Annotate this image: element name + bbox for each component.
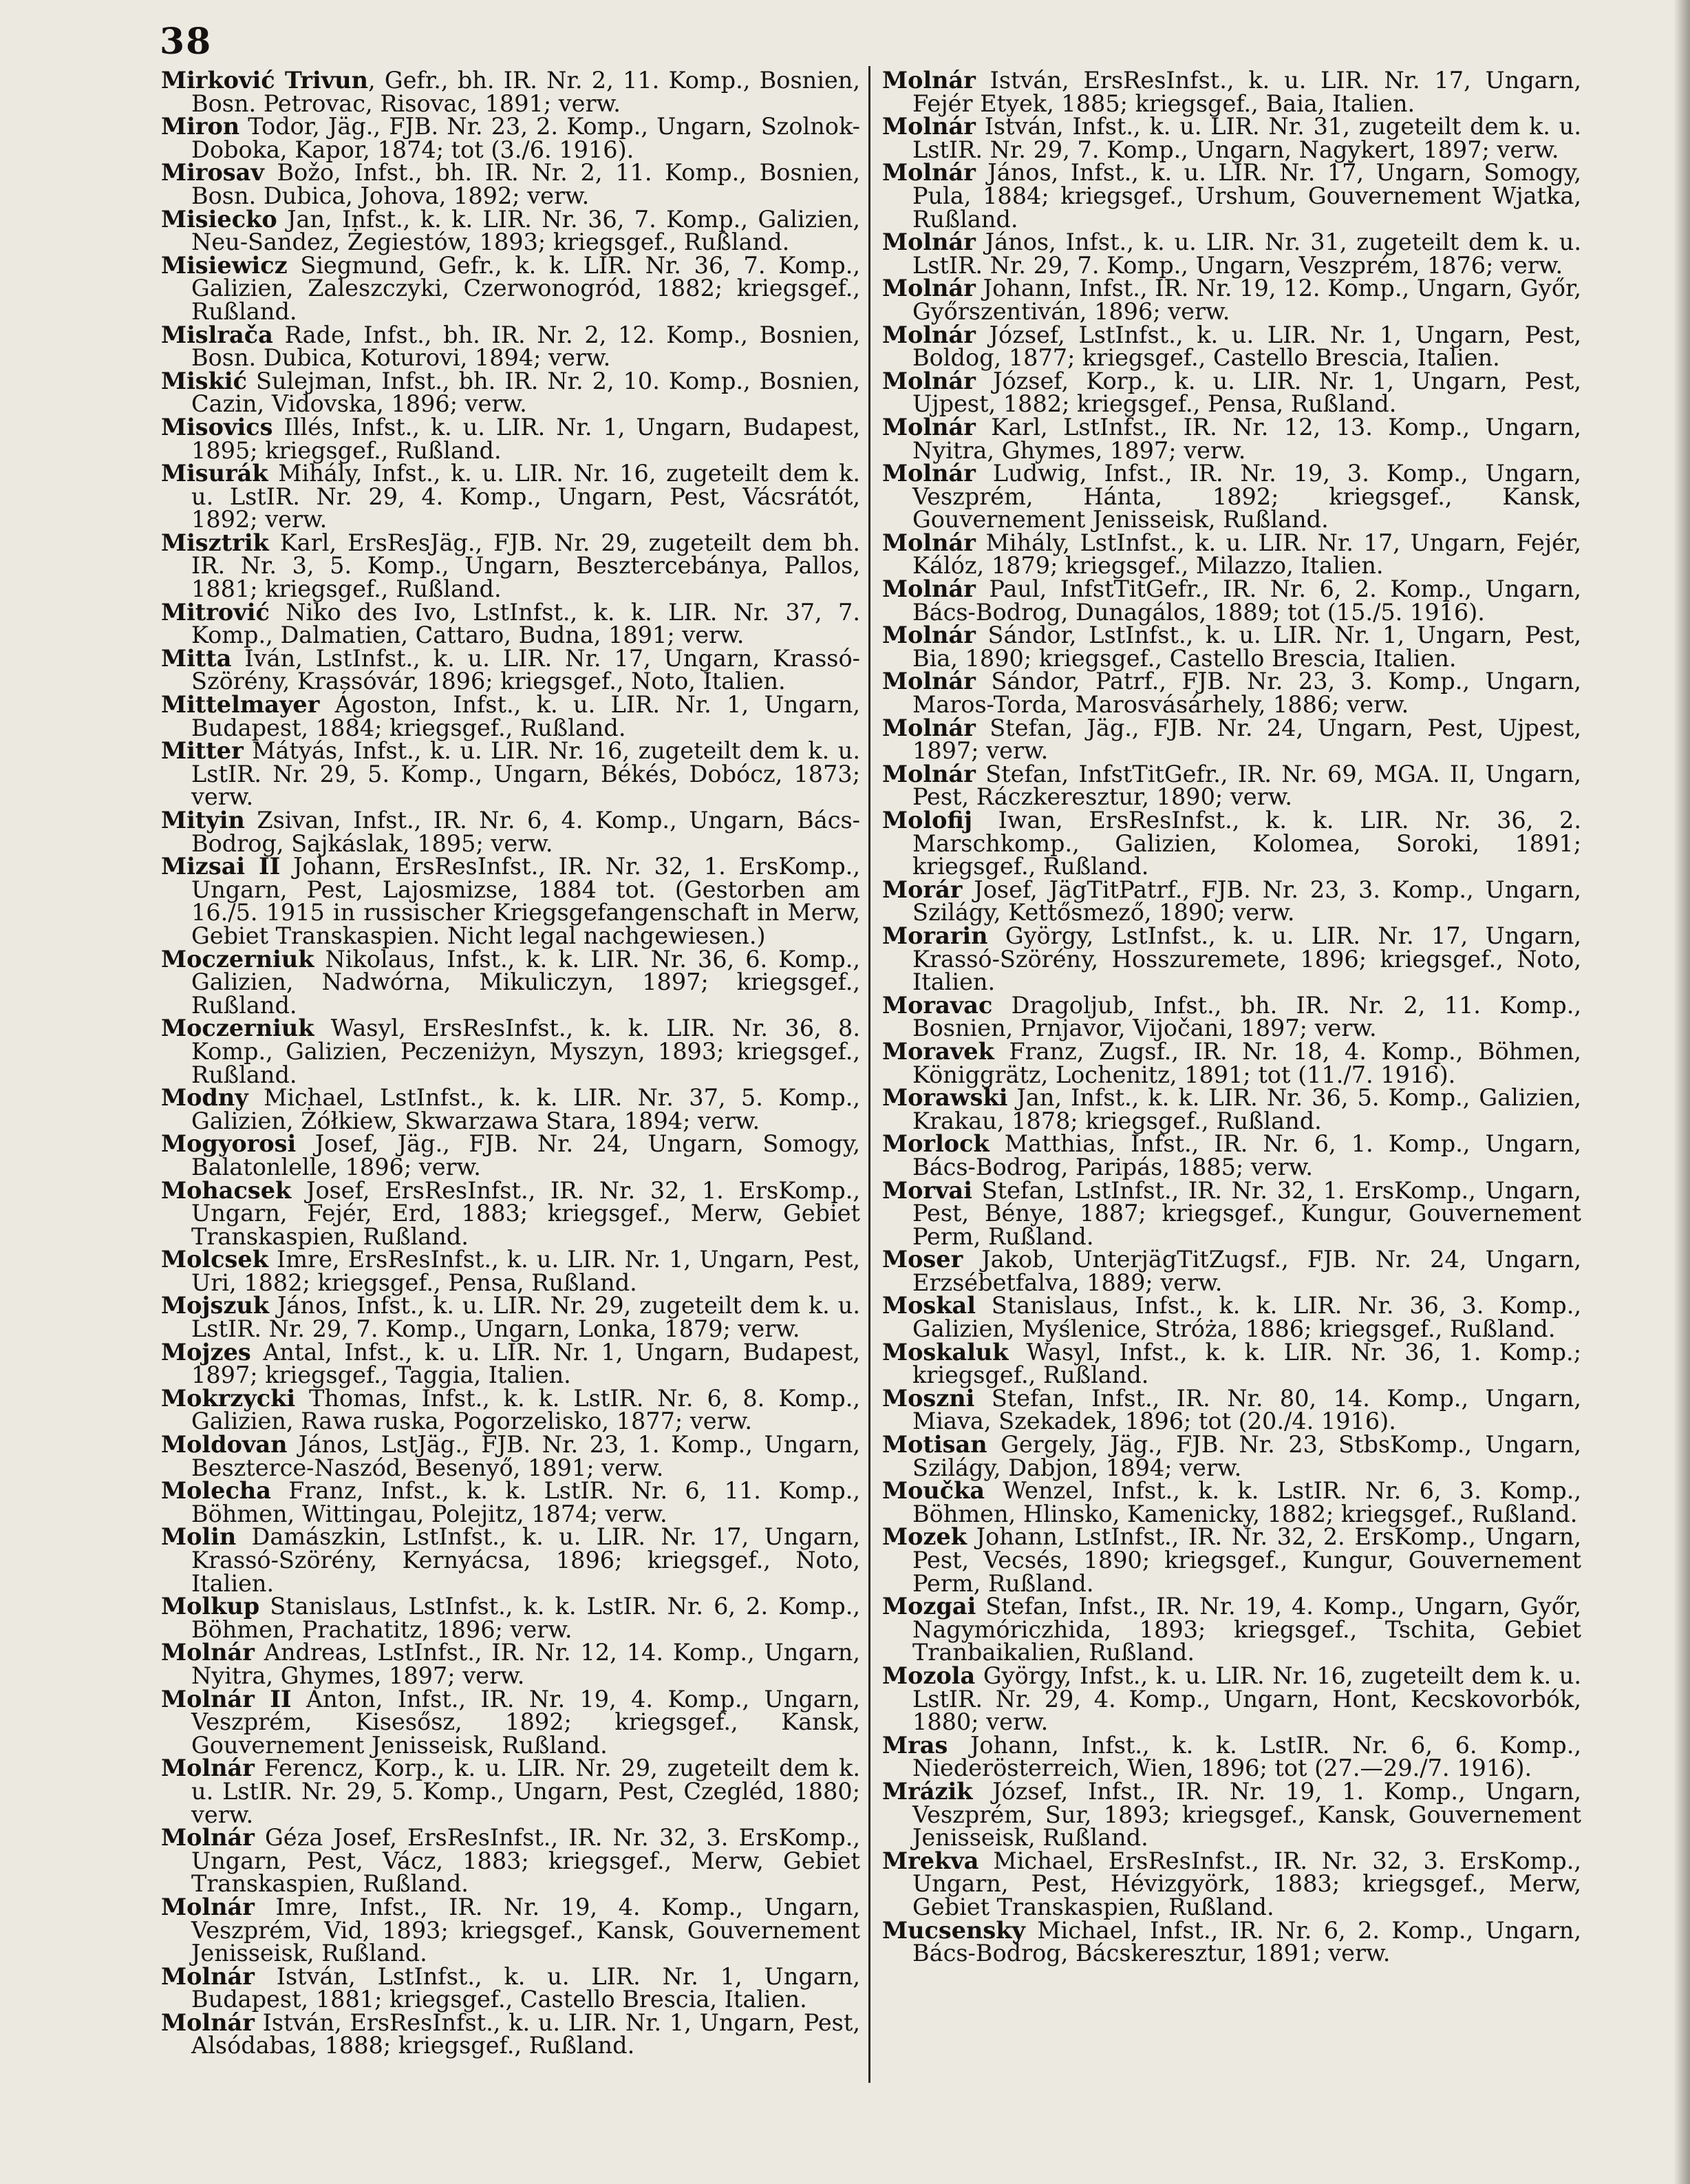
register-entry <box>882 277 1581 323</box>
entry-details: Johann, Infst., k. k. LstIR. Nr. 6, 6. Komp., Niederösterreich, Wien, 1896; tot (27.—29./7. 1916). <box>912 1731 1581 1782</box>
left-column <box>161 69 860 2106</box>
register-entry <box>161 1433 860 1479</box>
entry-surname: Mozola <box>882 1662 976 1689</box>
entry-surname: Molnár <box>882 321 976 348</box>
entry-details: János, Infst., k. u. LIR. Nr. 31, zugeteilt dem k. u. LstIR. Nr. 29, 7. Komp., Ungarn, Veszprém, 1876; verw. <box>912 229 1581 279</box>
register-entry <box>882 161 1581 231</box>
entry-details: József, Infst., IR. Nr. 19, 1. Komp., Ungarn, Veszprém, Sur, 1893; kriegsgef., Kansk, Gouvernement Jenisseisk, Rußland. <box>912 1777 1581 1852</box>
entry-details: Iván, LstInfst., k. u. LIR. Nr. 17, Ungarn, Krassó-Szörény, Krassóvár, 1896; kriegsgef., Noto, Italien. <box>191 644 860 695</box>
entry-surname: Mojszuk <box>161 1292 269 1319</box>
entry-surname: Molecha <box>161 1477 271 1505</box>
entry-surname: Mirosav <box>161 159 264 187</box>
column-divider <box>868 66 870 2083</box>
entry-details: Stanislaus, LstInfst., k. k. LstIR. Nr. 6, 2. Komp., Böhmen, Prachatitz, 1896; verw. <box>191 1593 860 1643</box>
register-entry <box>161 1176 860 1250</box>
entry-surname: Misztrik <box>161 529 269 556</box>
register-entry <box>882 1731 1581 1782</box>
register-entry <box>161 693 860 739</box>
entry-details: Géza Josef, ErsResInfst., IR. Nr. 32, 3. ErsKomp., Ungarn, Pest, Vácz, 1883; kriegsgef., Merw, Gebiet Transkaspien, Rußland. <box>191 1824 860 1898</box>
entry-surname: Mojzes <box>161 1338 251 1366</box>
entry-details: Michael, LstInfst., k. k. LIR. Nr. 37, 5. Komp., Galizien, Żółkiew, Skwarzawa Stara, 1894; verw. <box>191 1084 860 1134</box>
entry-surname: Molnár <box>882 159 976 187</box>
entry-details: Wenzel, Infst., k. k. LstIR. Nr. 6, 3. Komp., Böhmen, Hlinsko, Kamenicky, 1882; kriegsgef., Rußland. <box>912 1477 1581 1527</box>
entry-details: Sulejman, Infst., bh. IR. Nr. 2, 10. Komp., Bosnien, Cazin, Vidovska, 1896; verw. <box>191 367 860 418</box>
register-entry <box>161 321 860 372</box>
register-entry <box>882 1849 1581 1919</box>
entry-details: Wasyl, ErsResInfst., k. k. LIR. Nr. 36, 8. Komp., Galizien, Peczeniżyn, Myszyn, 1893; kriegsgef., Rußland. <box>191 1015 860 1088</box>
entry-surname: Moskal <box>882 1292 976 1319</box>
entry-details: Stefan, LstInfst., IR. Nr. 32, 1. ErsKomp., Ungarn, Pest, Bénye, 1887; kriegsgef., Kungur, Gouvernement Perm, Rußland. <box>912 1176 1581 1250</box>
register-entry <box>882 991 1581 1042</box>
register-entry <box>161 945 860 1019</box>
register-entry <box>882 809 1581 878</box>
entry-surname: Mittelmayer <box>161 691 320 719</box>
register-entry <box>161 462 860 531</box>
register-entry <box>161 1086 860 1132</box>
entry-surname: Molnár <box>882 113 976 140</box>
entry-details: Stefan, Infst., IR. Nr. 19, 4. Komp., Ungarn, Győr, Nagymóriczhida, 1893; kriegsgef., Tschita, Gebiet Tranbaikalien, Rußland. <box>912 1593 1581 1666</box>
entry-surname: Molnár <box>161 1639 255 1666</box>
entry-details: Imre, ErsResInfst., k. u. LIR. Nr. 1, Ungarn, Pest, Uri, 1882; kriegsgef., Pensa, Rußland. <box>191 1246 860 1296</box>
entry-surname: Mitter <box>161 737 244 765</box>
register-entry <box>161 1685 860 1759</box>
register-entry <box>882 69 1581 115</box>
entry-surname: Morvai <box>882 1176 972 1204</box>
entry-surname: Molnár <box>161 1893 255 1920</box>
entry-surname: Mirković Trivun <box>161 69 368 94</box>
entry-surname: Moravek <box>882 1037 994 1065</box>
entry-surname: Molnár <box>882 229 976 256</box>
entry-details: István, ErsResInfst., k. u. LIR. Nr. 1, Ungarn, Pest, Alsódabas, 1888; kriegsgef., Rußland. <box>191 2008 860 2059</box>
register-entry <box>882 1292 1581 1343</box>
entry-details: Josef, Jäg., FJB. Nr. 24, Ungarn, Somogy, Balatonlelle, 1896; verw. <box>191 1130 860 1180</box>
entry-details: Josef, ErsResInfst., IR. Nr. 32, 1. ErsKomp., Ungarn, Fejér, Erd, 1883; kriegsgef., Merw, Gebiet Transkaspien, Rußland. <box>191 1176 860 1250</box>
entry-details: János, Infst., k. u. LIR. Nr. 17, Ungarn, Somogy, Pula, 1884; kriegsgef., Urshum, Gouvernement Wjatka, Rußland. <box>912 159 1581 233</box>
entry-details: Johann, ErsResInfst., IR. Nr. 32, 1. ErsKomp., Ungarn, Pest, Lajosmizse, 1884 tot. (Gestorben am 16./5. 1915 in russischer Kriegsgefangenschaft in Merw, Gebiet Transkaspien. Nicht legal nachgewiesen.) <box>191 853 860 949</box>
entry-surname: Molnár <box>161 1754 255 1782</box>
register-entry <box>882 529 1581 580</box>
entry-details: Michael, ErsResInfst., IR. Nr. 32, 3. ErsKomp., Ungarn, Pest, Hévizgyörk, 1883; kriegsgef., Merw, Gebiet Transkaspien, Rußland. <box>912 1847 1581 1920</box>
register-entry <box>161 413 860 464</box>
register-entry <box>161 367 860 418</box>
entry-surname: Mokrzycki <box>161 1384 296 1412</box>
register-entry <box>882 760 1581 811</box>
entry-surname: Mohacsek <box>161 1176 292 1204</box>
entry-details: István, ErsResInfst., k. u. LIR. Nr. 17, Ungarn, Fejér Etyek, 1885; kriegsgef., Baia, Italien. <box>912 69 1581 117</box>
entry-details: Jakob, UnterjägTitZugsf., FJB. Nr. 24, Ungarn, Erzsébetfalva, 1889; verw. <box>912 1246 1581 1296</box>
entry-surname: Mozgai <box>882 1593 976 1620</box>
entry-details: Franz, Infst., k. k. LstIR. Nr. 6, 11. Komp., Böhmen, Wittingau, Polejitz, 1874; verw. <box>191 1477 860 1527</box>
entry-surname: Moczerniuk <box>161 945 314 973</box>
entry-surname: Mitta <box>161 644 232 672</box>
register-entry <box>161 251 860 325</box>
entry-surname: Molnár <box>882 668 976 695</box>
entry-details: István, LstInfst., k. u. LIR. Nr. 1, Ungarn, Budapest, 1881; kriegsgef., Castello Brescia, Italien. <box>191 1962 860 2013</box>
entry-surname: Mrekva <box>882 1847 979 1874</box>
register-entry <box>161 1525 860 1595</box>
entry-surname: Moldovan <box>161 1431 288 1459</box>
entry-details: Božo, Infst., bh. IR. Nr. 2, 11. Komp., Bosnien, Bosn. Dubica, Johova, 1892; verw. <box>191 159 860 209</box>
entry-details: Johann, LstInfst., IR. Nr. 32, 2. ErsKomp., Ungarn, Pest, Vecsés, 1890; kriegsgef., Kungur, Gouvernement Perm, Rußland. <box>912 1523 1581 1597</box>
entry-surname: Moczerniuk <box>161 1015 314 1042</box>
entry-details: György, LstInfst., k. u. LIR. Nr. 17, Ungarn, Krassó-Szörény, Hosszuremete, 1896; kriegsgef., Noto, Italien. <box>912 922 1581 996</box>
entry-surname: Molofij <box>882 807 972 834</box>
entry-surname: Molcsek <box>161 1246 268 1273</box>
register-entry <box>882 321 1581 372</box>
entry-details: István, Infst., k. u. LIR. Nr. 31, zugeteilt dem k. u. LstIR. Nr. 29, 7. Komp., Ungarn, Nagykert, 1897; verw. <box>912 113 1581 163</box>
entry-surname: Moučka <box>882 1477 985 1505</box>
entry-surname: Molnár <box>161 1962 255 1990</box>
register-entry <box>882 115 1581 161</box>
register-entry <box>161 1384 860 1435</box>
entry-details: Sándor, LstInfst., k. u. LIR. Nr. 1, Ungarn, Pest, Bia, 1890; kriegsgef., Castello Brescia, Italien. <box>912 622 1581 672</box>
entry-details: Anton, Infst., IR. Nr. 19, 4. Komp., Ungarn, Veszprém, Kisesősz, 1892; kriegsgef., Kansk, Gouvernement Jenisseisk, Rußland. <box>191 1685 860 1759</box>
entry-surname: Mizsai II <box>161 853 281 880</box>
register-entry <box>161 1292 860 1343</box>
right-column <box>882 69 1581 2106</box>
entry-surname: Moravac <box>882 991 993 1019</box>
register-entry <box>882 624 1581 670</box>
register-entry <box>161 1017 860 1086</box>
entry-details: Rade, Infst., bh. IR. Nr. 2, 12. Komp., Bosnien, Bosn. Dubica, Koturovi, 1894; verw. <box>191 321 860 372</box>
register-entry <box>882 1248 1581 1294</box>
entry-details: János, LstJäg., FJB. Nr. 23, 1. Komp., Ungarn, Beszterce-Naszód, Besenyő, 1891; verw. <box>191 1431 860 1481</box>
entry-details: Stefan, Infst., IR. Nr. 80, 14. Komp., Ungarn, Miava, Szekadek, 1896; tot (20./4. 1916). <box>912 1384 1581 1435</box>
entry-details: Sándor, Patrf., FJB. Nr. 23, 3. Komp., Ungarn, Maros-Torda, Marosvásárhely, 1886; verw. <box>912 668 1581 719</box>
entry-details: , Gefr., bh. IR. Nr. 2, 11. Komp., Bosnien, Bosn. Petrovac, Risovac, 1891; verw. <box>191 69 860 117</box>
register-entry <box>882 1086 1581 1132</box>
register-entry <box>161 2008 860 2059</box>
entry-details: Mátyás, Infst., k. u. LIR. Nr. 16, zugeteilt dem k. u. LstIR. Nr. 29, 5. Komp., Ungarn, Békés, Dobócz, 1873; verw. <box>191 737 860 811</box>
entry-details: Todor, Jäg., FJB. Nr. 23, 2. Komp., Ungarn, Szolnok-Doboka, Kapor, 1874; tot (3./6. 1916). <box>191 113 860 163</box>
entry-details: Ferencz, Korp., k. u. LIR. Nr. 29, zugeteilt dem k. u. LstIR. Nr. 29, 5. Komp., Ungarn, Pest, Czegléd, 1880; verw. <box>191 1754 860 1828</box>
entry-surname: Molnár <box>882 760 976 787</box>
register-entry <box>161 598 860 649</box>
register-entry <box>161 115 860 161</box>
entry-details: Thomas, Infst., k. k. LstIR. Nr. 6, 8. Komp., Galizien, Rawa ruska, Pogorzelisko, 1877; verw. <box>191 1384 860 1435</box>
register-entry <box>882 1384 1581 1435</box>
entry-surname: Mityin <box>161 807 245 834</box>
register-entry <box>882 231 1581 277</box>
register-entry <box>161 1132 860 1178</box>
register-entry <box>882 413 1581 464</box>
register-entry <box>882 1664 1581 1734</box>
page-number: 38 <box>160 21 213 63</box>
entry-surname: Misiecko <box>161 205 277 233</box>
entry-details: Damászkin, LstInfst., k. u. LIR. Nr. 17, Ungarn, Krassó-Szörény, Kernyácsa, 1896; kriegsgef., Noto, Italien. <box>191 1523 860 1597</box>
entry-details: Josef, JägTitPatrf., FJB. Nr. 23, 3. Komp., Ungarn, Szilágy, Kettősmező, 1890; verw. <box>912 876 1581 926</box>
entry-surname: Molin <box>161 1523 237 1551</box>
register-entry <box>161 161 860 207</box>
entry-surname: Molnár <box>882 529 976 556</box>
entry-details: Karl, ErsResJäg., FJB. Nr. 29, zugeteilt dem bh. IR. Nr. 3, 5. Komp., Ungarn, Besztercebánya, Pallos, 1881; kriegsgef., Rußland. <box>191 529 860 603</box>
page-edge-shadow <box>1673 0 1690 2184</box>
register-entry <box>161 1962 860 2013</box>
register-entry <box>161 1641 860 1687</box>
entry-details: Antal, Infst., k. u. LIR. Nr. 1, Ungarn, Budapest, 1897; kriegsgef., Taggia, Italien. <box>191 1338 860 1389</box>
entry-details: Karl, LstInfst., IR. Nr. 12, 13. Komp., Ungarn, Nyitra, Ghymes, 1897; verw. <box>912 413 1581 464</box>
entry-surname: Morlock <box>882 1130 990 1158</box>
entry-surname: Molnár <box>882 413 976 441</box>
register-entry <box>882 1338 1581 1389</box>
entry-details: Ludwig, Infst., IR. Nr. 19, 3. Komp., Ungarn, Veszprém, Hánta, 1892; kriegsgef., Kansk, Gouvernement Jenisseisk, Rußland. <box>912 460 1581 533</box>
entry-surname: Morár <box>882 876 963 903</box>
entry-surname: Mrázik <box>882 1777 973 1805</box>
entry-surname: Miron <box>161 113 240 140</box>
entry-details: Siegmund, Gefr., k. k. LIR. Nr. 36, 7. Komp., Galizien, Zaleszczyki, Czerwonogród, 1882; kriegsgef., Rußland. <box>191 251 860 325</box>
entry-surname: Molnár <box>882 714 976 741</box>
entry-surname: Morarin <box>882 922 988 949</box>
register-entry <box>882 462 1581 531</box>
register-entry <box>882 668 1581 719</box>
entry-surname: Mozek <box>882 1523 967 1551</box>
register-entry <box>161 1338 860 1389</box>
entry-surname: Mucsensky <box>882 1916 1025 1944</box>
entry-surname: Molnár II <box>161 1685 292 1713</box>
entry-surname: Mislrača <box>161 321 273 348</box>
entry-surname: Miskić <box>161 367 248 394</box>
register-entry <box>882 1176 1581 1250</box>
entry-surname: Molnár <box>161 1824 255 1852</box>
entry-details: Franz, Zugsf., IR. Nr. 18, 4. Komp., Böhmen, Königgrätz, Lochenitz, 1891; tot (11./7. 1916). <box>912 1037 1581 1088</box>
register-entry <box>882 1479 1581 1525</box>
entry-details: Dragoljub, Infst., bh. IR. Nr. 2, 11. Komp., Bosnien, Prnjavor, Vijočani, 1897; verw. <box>912 991 1581 1042</box>
register-entry <box>882 367 1581 418</box>
register-entry <box>161 644 860 695</box>
entry-surname: Moser <box>882 1246 963 1273</box>
entry-surname: Misovics <box>161 413 273 441</box>
entry-details: Ágoston, Infst., k. u. LIR. Nr. 1, Ungarn, Budapest, 1884; kriegsgef., Rußland. <box>191 691 860 741</box>
entry-details: Stanislaus, Infst., k. k. LIR. Nr. 36, 3. Komp., Galizien, Myślenice, Stróża, 1886; kriegsgef., Rußland. <box>912 1292 1581 1343</box>
entry-details: Jan, Infst., k. k. LIR. Nr. 36, 5. Komp., Galizien, Krakau, 1878; kriegsgef., Rußland. <box>912 1084 1581 1134</box>
entry-surname: Molnár <box>882 275 976 302</box>
entry-details: Andreas, LstInfst., IR. Nr. 12, 14. Komp., Ungarn, Nyitra, Ghymes, 1897; verw. <box>191 1639 860 1689</box>
entry-surname: Molnár <box>882 460 976 487</box>
entry-surname: Molnár <box>882 69 976 94</box>
register-entry <box>882 1916 1581 1967</box>
register-entry <box>161 1754 860 1828</box>
entry-surname: Motisan <box>882 1431 987 1459</box>
entry-details: Zsivan, Infst., IR. Nr. 6, 4. Komp., Ungarn, Bács-Bodrog, Sajkáslak, 1895; verw. <box>191 807 860 857</box>
entry-surname: Mogyorosi <box>161 1130 297 1158</box>
entry-surname: Modny <box>161 1084 248 1112</box>
entry-details: Imre, Infst., IR. Nr. 19, 4. Komp., Ungarn, Veszprém, Vid, 1893; kriegsgef., Kansk, Gouvernement Jenisseisk, Rußland. <box>191 1893 860 1967</box>
entry-details: Johann, Infst., IR. Nr. 19, 12. Komp., Ungarn, Győr, Győrszentiván, 1896; verw. <box>912 275 1581 325</box>
entry-surname: Molnár <box>882 575 976 603</box>
entry-details: Paul, InfstTitGefr., IR. Nr. 6, 2. Komp., Ungarn, Bács-Bodrog, Dunagálos, 1889; tot (15./5. 1916). <box>912 575 1581 626</box>
entry-details: Stefan, Jäg., FJB. Nr. 24, Ungarn, Pest, Ujpest, 1897; verw. <box>912 714 1581 765</box>
entry-details: Jan, Infst., k. k. LIR. Nr. 36, 7. Komp., Galizien, Neu-Sandez, Żegiestów, 1893; kriegsgef., Rußland. <box>191 205 860 256</box>
entry-surname: Molnár <box>161 2008 255 2036</box>
register-entry <box>161 1826 860 1896</box>
register-entry <box>882 1037 1581 1088</box>
entry-details: József, LstInfst., k. u. LIR. Nr. 1, Ungarn, Pest, Boldog, 1877; kriegsgef., Castello Brescia, Italien. <box>912 321 1581 372</box>
entry-surname: Misurák <box>161 460 268 487</box>
entry-surname: Mras <box>882 1731 948 1759</box>
entry-details: József, Korp., k. u. LIR. Nr. 1, Ungarn, Pest, Ujpest, 1882; kriegsgef., Pensa, Rußland. <box>912 367 1581 418</box>
register-entry <box>882 924 1581 994</box>
entry-details: Niko des Ivo, LstInfst., k. k. LIR. Nr. 37, 7. Komp., Dalmatien, Cattaro, Budna, 1891; verw. <box>191 598 860 649</box>
register-entry <box>882 1132 1581 1178</box>
entry-details: Iwan, ErsResInfst., k. k. LIR. Nr. 36, 2. Marschkomp., Galizien, Kolomea, Soroki, 1891; kriegsgef., Rußland. <box>912 807 1581 880</box>
register-entry <box>882 577 1581 624</box>
entry-surname: Molkup <box>161 1593 260 1620</box>
register-entry <box>882 1433 1581 1479</box>
entry-surname: Molnár <box>882 622 976 649</box>
entry-surname: Moszni <box>882 1384 975 1412</box>
register-entry <box>882 1595 1581 1664</box>
entry-details: Wasyl, Infst., k. k. LIR. Nr. 36, 1. Komp.; kriegsgef., Rußland. <box>912 1338 1581 1389</box>
register-entry <box>882 1525 1581 1595</box>
entry-details: Stefan, InfstTitGefr., IR. Nr. 69, MGA. II, Ungarn, Pest, Ráczkeresztur, 1890; verw. <box>912 760 1581 811</box>
register-entry <box>161 1595 860 1641</box>
entry-surname: Morawski <box>882 1084 1008 1112</box>
entry-surname: Misiewicz <box>161 251 288 279</box>
register-entry <box>161 1893 860 1967</box>
entry-details: Mihály, Infst., k. u. LIR. Nr. 16, zugeteilt dem k. u. LstIR. Nr. 29, 4. Komp., Ungarn, Pest, Vácsrátót, 1892; verw. <box>191 460 860 533</box>
entry-details: Matthias, Infst., IR. Nr. 6, 1. Komp., Ungarn, Bács-Bodrog, Paripás, 1885; verw. <box>912 1130 1581 1180</box>
register-entry <box>882 1777 1581 1852</box>
entry-details: János, Infst., k. u. LIR. Nr. 29, zugeteilt dem k. u. LstIR. Nr. 29, 7. Komp., Ungarn, Lonka, 1879; verw. <box>191 1292 860 1343</box>
register-entry <box>882 714 1581 765</box>
entry-details: Nikolaus, Infst., k. k. LIR. Nr. 36, 6. Komp., Galizien, Nadwórna, Mikuliczyn, 1897; kriegsgef., Rußland. <box>191 945 860 1019</box>
entry-surname: Molnár <box>882 367 976 394</box>
entry-details: Mihály, LstInfst., k. u. LIR. Nr. 17, Ungarn, Fejér, Kálóz, 1879; kriegsgef., Milazzo, Italien. <box>912 529 1581 580</box>
register-entry <box>882 878 1581 924</box>
register-entry <box>161 1479 860 1525</box>
register-entry <box>161 531 860 601</box>
register-entry <box>161 205 860 256</box>
register-entry <box>161 809 860 855</box>
register-entry <box>161 855 860 947</box>
register-entry <box>161 69 860 115</box>
entry-surname: Mitrović <box>161 598 270 626</box>
entry-details: Michael, Infst., IR. Nr. 6, 2. Komp., Ungarn, Bács-Bodrog, Bácskeresztur, 1891; verw. <box>912 1916 1581 1967</box>
register-entry <box>161 739 860 809</box>
entry-details: Gergely, Jäg., FJB. Nr. 23, StbsKomp., Ungarn, Szilágy, Dabjon, 1894; verw. <box>912 1431 1581 1481</box>
register-entry <box>161 1248 860 1294</box>
entry-details: György, Infst., k. u. LIR. Nr. 16, zugeteilt dem k. u. LstIR. Nr. 29, 4. Komp., Ungarn, Hont, Kecskovorbók, 1880; verw. <box>912 1662 1581 1736</box>
entry-details: Illés, Infst., k. u. LIR. Nr. 1, Ungarn, Budapest, 1895; kriegsgef., Rußland. <box>191 413 860 464</box>
entry-surname: Moskaluk <box>882 1338 1009 1366</box>
